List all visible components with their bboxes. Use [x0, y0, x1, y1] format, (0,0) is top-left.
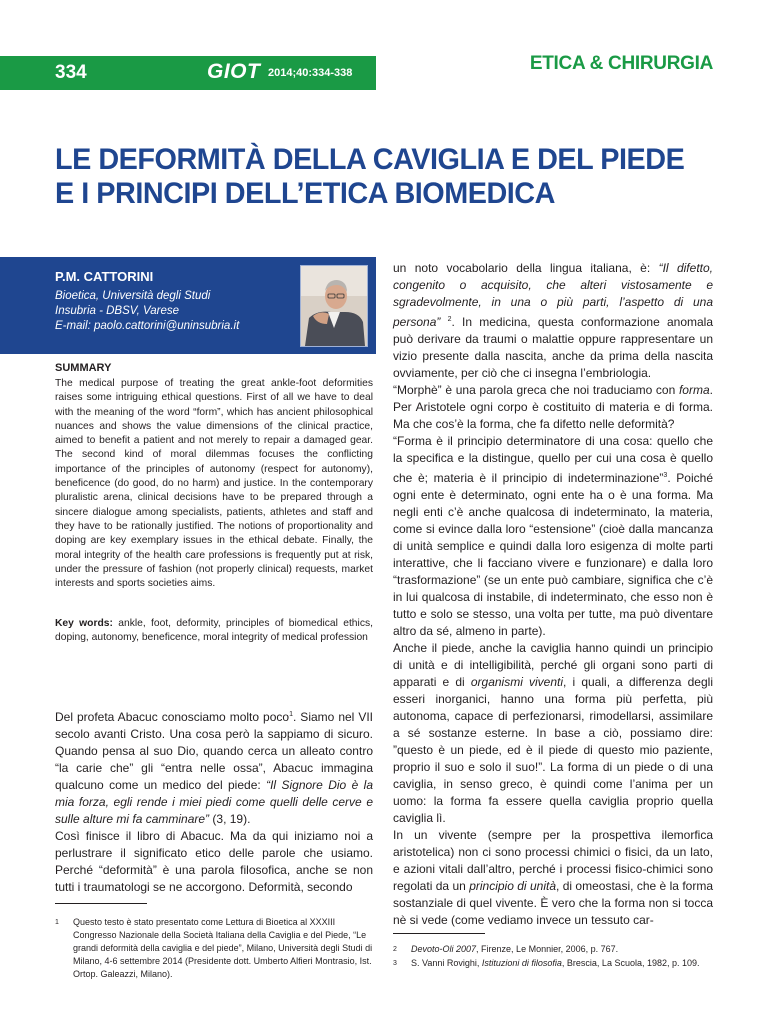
keywords-list: ankle, foot, deformity, principles of biomedical ethics, doping, autonomy, beneficence, moral integrity of medical profession — [55, 618, 373, 644]
text-run: un noto vocabolario della lingua italiana, è: — [393, 261, 659, 275]
footnote-ref[interactable]: 1 — [289, 711, 293, 718]
footnote-text — [411, 943, 713, 956]
summary-heading: SUMMARY — [55, 362, 112, 374]
emphasis: forma — [678, 383, 710, 397]
paragraph — [55, 706, 373, 828]
header-bar — [0, 56, 376, 90]
journal-name: GIOT — [207, 60, 261, 83]
footnote-number: 1 — [55, 919, 59, 926]
title-line-1: LE DEFORMITÀ DELLA CAVIGLIA E DEL PIEDE — [55, 143, 685, 176]
text-run: , Brescia, La Scuola, 1982, p. 109. — [561, 958, 700, 968]
paragraph: Così finisce il libro di Abacuc. Ma da qui iniziamo noi a perlustrare il significato etico delle parole che usiamo. Perché “deformità” è una parola filosofica, anche se non tutti i traumatologi se ne accorgono. Deformità, secondo — [55, 829, 373, 894]
paragraph — [393, 433, 713, 640]
text-run: S. Vanni Rovighi, — [411, 958, 482, 968]
section-label: ETICA & CHIRURGIA — [529, 53, 713, 74]
author-name: P.M. CATTORINI — [55, 269, 154, 284]
emphasis: Istituzioni di filosofia — [481, 958, 562, 968]
author-box — [0, 257, 376, 354]
footnote-number: 2 — [393, 946, 397, 953]
paragraph — [393, 640, 713, 827]
citation: (3, 19). — [209, 812, 251, 826]
summary-text: The medical purpose of treating the great ankle-foot deformities raises some intriguing ethical questions. First of all we have to deal with the meaning of the word “form”, which has ancient philosophical nuances and shows the value dimensions of the clinical practice, aimed to benefit a patient and not merely to repair a damaged gear. The second kind of moral dilemmas focuses the conflicting importance of the principles of autonomy (respect for autonomy), beneficence (do good, do no harm) and justice. In the contemporary pluralistic arena, clinical decisions have to be prepared through a sincere dialogue among specialists, patients, athletes and staff and they have to be rationally justified. The notions of proportionality and doping are key exemplary issues in the ethical debate. Finally, the moral integrity of the health care professions is frequently put at risk, under the pressure of fashion (not properly clinical) requests, market interests and sports societies aims. — [55, 378, 373, 590]
keywords — [55, 617, 373, 646]
biblical-quote: “Il Signore Dio è la mia forza, egli rende i miei piedi come quelli delle cerve e sulle alture mi fa camminare” — [55, 778, 374, 826]
paragraph — [393, 382, 713, 433]
keywords-label: Key words: — [55, 618, 113, 629]
text-run: , Firenze, Le Monnier, 2006, p. 767. — [476, 944, 619, 954]
footnote-text — [411, 957, 713, 970]
text-run: Anche il piede, anche la caviglia hanno quindi un principio di unità e di intelligibilità, perché gli organi sono parti di apparati e di — [393, 641, 713, 689]
footnote-text: Questo testo è stato presentato come Lettura di Bioetica al XXXIII Congresso Nazionale della Società Italiana della Caviglia e del Piede, “Le grandi deformità della caviglia e del piede”, Milano, Università degli Studi di Milano, 4-6 settembre 2014 (Presidente dott. Umberto Alfieri Montrasio, Ist. Ortop. Galeazzi, Milano). — [73, 917, 373, 979]
footnote-ref[interactable]: 3 — [663, 472, 668, 479]
footnote-ref[interactable]: 2 — [447, 316, 452, 323]
author-affiliation — [55, 289, 239, 334]
text-run: Del profeta Abacuc conosciamo molto poco — [55, 710, 290, 724]
emphasis: Devoto-Oli 2007 — [411, 944, 477, 954]
emphasis: principio di unità — [469, 879, 556, 893]
footnote-number: 3 — [393, 960, 397, 967]
text-run: , i quali, a differenza degli esseri inorganici, hanno una forma più perfetta, più autonoma, capace di perfezionarsi, rimodellarsi, assimilare a sé sostanze esterne. In base a ciò, possiamo dire: ”questo è un piede, ed è il piede di questo mio paziente, proprio il suo e solo il suo!”. La forma di un piede o di una caviglia, in senso greco, è quindi come l’anima per un uomo: la forma fa essere quella caviglia proprio quella caviglia lì. — [393, 675, 713, 825]
affiliation-line-1: Bioetica, Università degli Studi — [55, 290, 211, 302]
text-run: . Poiché ogni ente è determinato, ogni ente ha o è una forma. Ma negli enti c’è anche qualcosa di indeterminato, la materia, come si evince dalla loro “estensione” (cioè dalla mancanza di unità semplice e quindi dalla loro esigenza di molte parti interattive, che li facciano vivere e funzionare) e dalla loro “trasformazione” (se un ente può cambiare, significa che c’è in lui qualcosa di instabile, di indeterminato, che esso non è tutto e solo se stesso, una volta per tutte, ma può diventare altro da sé, almeno in parte). — [393, 471, 713, 638]
footnote-2 — [393, 943, 713, 956]
footnote-3 — [393, 957, 713, 970]
author-portrait-image — [301, 266, 367, 346]
text-run: “Morphè” è una parola greca che noi traduciamo con — [393, 383, 679, 397]
journal-reference: 2014;40:334-338 — [268, 67, 353, 79]
page-number: 334 — [55, 62, 87, 83]
footnote-divider — [393, 933, 485, 934]
text-run: . In medicina, questa conformazione anomala può derivare da traumi o malattie oppure rappresentare un vizio presente dalla nascita, anche da prima della nascita ovviamente, per ciò che ci insegna l’embriologia. — [393, 315, 714, 380]
text-run: “Forma è il principio determinatore di una cosa: quello che la specifica e la distingue, quello per cui una cosa è quello che è; materia è il principio di indeterminazione” — [393, 434, 713, 485]
right-column-body — [393, 260, 713, 929]
left-column-body — [55, 706, 373, 896]
text-run: . Per Aristotele ogni corpo è costituito di materia e di forma. Ma che cos’è la forma, che fa difetto nelle deformità? — [393, 383, 713, 431]
emphasis: organismi viventi — [470, 675, 564, 689]
affiliation-line-2: Insubria - DBSV, Varese — [55, 305, 179, 317]
text-run: , di omeostasi, che è la forma sostanziale di quel vivente. È vero che la forma non si tocca nè si vede (come vediamo invece un tessuto car- — [393, 879, 713, 927]
footnote-1 — [55, 916, 373, 981]
text-run: . Siamo nel VII secolo avanti Cristo. Una cosa però la sappiamo di sicuro. Quando pensa al suo Dio, quando cerca un alleato contro “la carie che” gli “entra nelle ossa”, Abacuc immagina qualcuno come un medico del piede: — [55, 710, 373, 792]
author-email[interactable]: E-mail: paolo.cattorini@uninsubria.it — [55, 320, 240, 332]
paragraph — [393, 827, 713, 929]
text-run: In un vivente (sempre per la prospettiva ilemorfica aristotelica) non ci sono processi chimici o fisici, da un lato, e azioni vitali dall’altro, perché i processi fisico-chimici sono regolati da un — [393, 828, 713, 893]
author-photo — [300, 265, 368, 347]
paragraph — [393, 260, 713, 382]
title-line-2: E I PRINCIPI DELL’ETICA BIOMEDICA — [55, 177, 555, 210]
footnote-divider — [55, 903, 147, 904]
dictionary-quote: “Il difetto, congenito o acquisito, che alteri vistosamente e sgradevolmente, in una o più parti, l’aspetto di una persona” — [393, 261, 713, 329]
article-title — [55, 143, 689, 211]
